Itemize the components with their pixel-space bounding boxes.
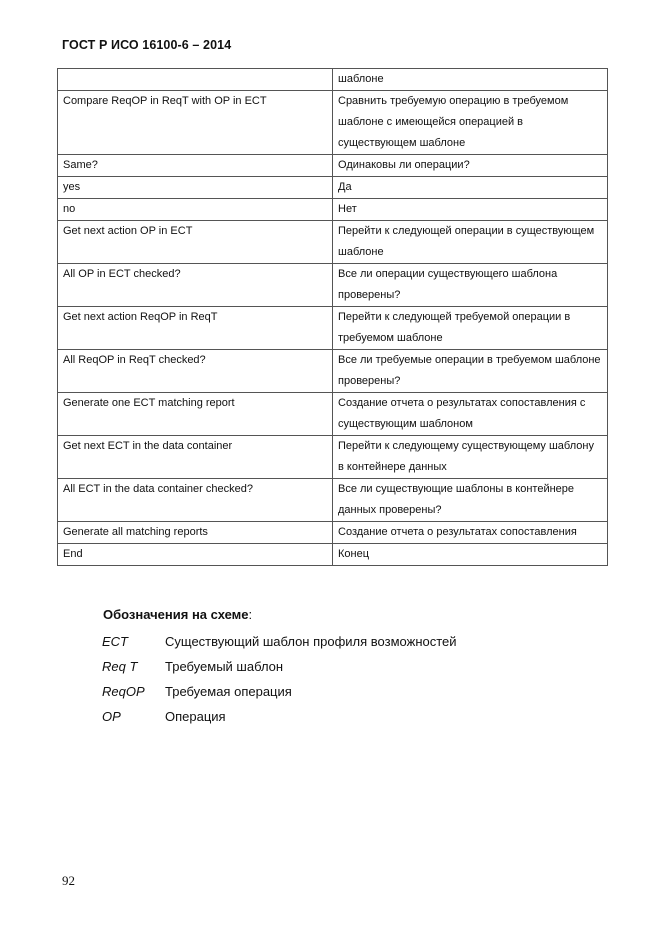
russian-term-cell: Создание отчета о результатах сопоставления с существующим шаблоном: [333, 393, 608, 436]
legend-abbreviation: Req T: [102, 659, 138, 674]
table-row: [58, 522, 608, 544]
terms-table: [57, 68, 608, 566]
table-row: [58, 221, 608, 264]
legend-description: Требуемая операция: [165, 684, 292, 699]
english-term-cell: Generate all matching reports: [58, 522, 333, 544]
table-row: [58, 69, 608, 91]
legend-title-colon: :: [248, 607, 253, 622]
table-row: [58, 350, 608, 393]
legend-item: [102, 706, 457, 731]
english-term-cell: All ECT in the data container checked?: [58, 479, 333, 522]
legend-list: [102, 631, 457, 731]
terms-table-body: [58, 69, 608, 566]
table-row: [58, 199, 608, 221]
english-term-cell: End: [58, 544, 333, 566]
english-term-cell: Generate one ECT matching report: [58, 393, 333, 436]
english-term-cell: Same?: [58, 155, 333, 177]
russian-term-cell: шаблоне: [333, 69, 608, 91]
russian-term-cell: Конец: [333, 544, 608, 566]
english-term-cell: All ReqOP in ReqT checked?: [58, 350, 333, 393]
russian-term-cell: Создание отчета о результатах сопоставления: [333, 522, 608, 544]
table-row: [58, 544, 608, 566]
russian-term-cell: Все ли существующие шаблоны в контейнере данных проверены?: [333, 479, 608, 522]
russian-term-cell: Все ли операции существующего шаблона проверены?: [333, 264, 608, 307]
legend-abbreviation: OP: [102, 709, 121, 724]
english-term-cell: Get next ECT in the data container: [58, 436, 333, 479]
table-row: [58, 393, 608, 436]
table-row: [58, 436, 608, 479]
table-row: [58, 307, 608, 350]
english-term-cell: yes: [58, 177, 333, 199]
english-term-cell: Get next action ReqOP in ReqT: [58, 307, 333, 350]
legend-item: [102, 631, 457, 656]
russian-term-cell: Перейти к следующему существующему шаблону в контейнере данных: [333, 436, 608, 479]
english-term-cell: no: [58, 199, 333, 221]
page-number: 92: [62, 873, 75, 888]
table-row: [58, 155, 608, 177]
legend-abbreviation: ReqOP: [102, 684, 145, 699]
legend-description: Операция: [165, 709, 226, 724]
russian-term-cell: Все ли требуемые операции в требуемом шаблоне проверены?: [333, 350, 608, 393]
table-row: [58, 479, 608, 522]
table-row: [58, 264, 608, 307]
legend-item: [102, 656, 457, 681]
english-term-cell: Get next action OP in ECT: [58, 221, 333, 264]
russian-term-cell: Да: [333, 177, 608, 199]
table-row: [58, 91, 608, 155]
legend-item: [102, 681, 457, 706]
table-row: [58, 177, 608, 199]
legend-description: Существующий шаблон профиля возможностей: [165, 634, 457, 649]
legend-title-text: Обозначения на схеме: [103, 607, 249, 622]
english-term-cell: Compare ReqOP in ReqT with OP in ECT: [58, 91, 333, 155]
english-term-cell: [58, 69, 333, 91]
russian-term-cell: Перейти к следующей требуемой операции в требуемом шаблоне: [333, 307, 608, 350]
russian-term-cell: Сравнить требуемую операцию в требуемом шаблоне с имеющейся операцией в существующем шаблоне: [333, 91, 608, 155]
russian-term-cell: Нет: [333, 199, 608, 221]
english-term-cell: All OP in ECT checked?: [58, 264, 333, 307]
legend-abbreviation: ECT: [102, 634, 128, 649]
legend-title: [103, 607, 252, 622]
document-header: ГОСТ Р ИСО 16100-6 – 2014: [62, 38, 232, 52]
legend-description: Требуемый шаблон: [165, 659, 284, 674]
russian-term-cell: Одинаковы ли операции?: [333, 155, 608, 177]
russian-term-cell: Перейти к следующей операции в существующем шаблоне: [333, 221, 608, 264]
